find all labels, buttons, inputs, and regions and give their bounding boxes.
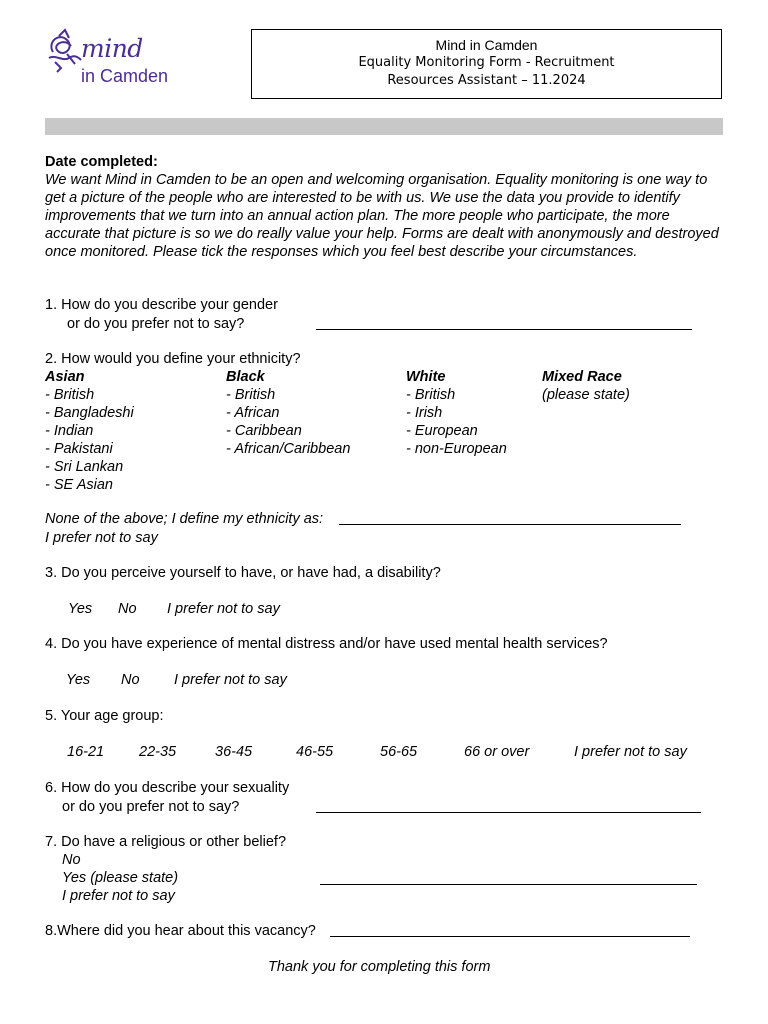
option[interactable]: - Sri Lankan bbox=[45, 459, 124, 475]
q6-question-cont: or do you prefer not to say? bbox=[62, 799, 240, 815]
q1-question: 1. How do you describe your gender bbox=[45, 297, 278, 313]
ethnicity-group-asian bbox=[45, 368, 134, 494]
ethnicity-group-white bbox=[406, 368, 507, 458]
group-heading: White bbox=[406, 369, 446, 385]
q7-question: 7. Do have a religious or other belief? bbox=[45, 834, 287, 850]
option[interactable]: - British bbox=[406, 387, 456, 403]
q1-question-cont: or do you prefer not to say? bbox=[67, 316, 245, 332]
section-divider-bar bbox=[45, 118, 723, 135]
org-name: Mind in Camden bbox=[435, 37, 538, 53]
q3-option-no[interactable]: No bbox=[118, 601, 137, 617]
group-heading: Asian bbox=[45, 369, 85, 385]
option[interactable]: - Indian bbox=[45, 423, 94, 439]
ethnicity-none-label: None of the above; I define my ethnicity as: bbox=[45, 511, 324, 527]
q3-option-prefer-not[interactable]: I prefer not to say bbox=[167, 601, 280, 617]
q7-answer-line[interactable] bbox=[320, 869, 697, 885]
ethnicity-group-mixed bbox=[542, 368, 630, 404]
group-heading: Black bbox=[226, 369, 265, 385]
q8-question: 8.Where did you hear about this vacancy? bbox=[45, 923, 316, 939]
q4-option-yes[interactable]: Yes bbox=[66, 672, 91, 688]
mind-logo-swirl-icon bbox=[45, 28, 85, 78]
q1-answer-line[interactable] bbox=[316, 314, 692, 330]
q7-option-yes[interactable]: Yes (please state) bbox=[62, 870, 179, 886]
group-heading: Mixed Race bbox=[542, 369, 622, 385]
age-option[interactable]: 36-45 bbox=[215, 744, 253, 760]
age-option[interactable]: 56-65 bbox=[380, 744, 418, 760]
intro-section bbox=[45, 153, 725, 261]
date-completed-label: Date completed: bbox=[45, 154, 158, 170]
option[interactable]: - British bbox=[45, 387, 95, 403]
intro-paragraph: We want Mind in Camden to be an open and welcoming organisation. Equality monitoring is one way to get a picture of the people who are interested to be with us. We use the data you provide to identify improvements that we turn into an annual action plan. The more people who participate, the more accurate that picture is so we do really value your help. Forms are dealt with anonymously and destroyed once monitored. Please tick the responses which you feel best describe your circumstances. bbox=[45, 172, 719, 260]
q7-option-no[interactable]: No bbox=[62, 852, 81, 868]
option[interactable]: - non-European bbox=[406, 441, 507, 457]
q4-question: 4. Do you have experience of mental distress and/or have used mental health services? bbox=[45, 636, 608, 652]
logo-camden-text: in Camden bbox=[81, 66, 169, 86]
q4-option-no[interactable]: No bbox=[121, 672, 140, 688]
form-header-box bbox=[251, 29, 722, 99]
age-option-prefer-not[interactable]: I prefer not to say bbox=[574, 744, 687, 760]
mind-in-camden-logo bbox=[45, 26, 185, 86]
q3-question: 3. Do you perceive yourself to have, or have had, a disability? bbox=[45, 565, 441, 581]
option[interactable]: - Bangladeshi bbox=[45, 405, 134, 421]
option[interactable]: - African bbox=[226, 405, 280, 421]
q4-option-prefer-not[interactable]: I prefer not to say bbox=[174, 672, 287, 688]
q6-question: 6. How do you describe your sexuality bbox=[45, 780, 290, 796]
logo-mind-text: mind bbox=[81, 34, 143, 63]
option[interactable]: - Irish bbox=[406, 405, 443, 421]
ethnicity-group-black bbox=[226, 368, 350, 458]
age-option[interactable]: 46-55 bbox=[296, 744, 334, 760]
option[interactable]: - British bbox=[226, 387, 276, 403]
q5-question: 5. Your age group: bbox=[45, 708, 164, 724]
option[interactable]: - African/Caribbean bbox=[226, 441, 351, 457]
age-option[interactable]: 16-21 bbox=[67, 744, 105, 760]
option[interactable]: - Pakistani bbox=[45, 441, 113, 457]
age-option[interactable]: 66 or over bbox=[464, 744, 530, 760]
q3-option-yes[interactable]: Yes bbox=[68, 601, 93, 617]
option[interactable]: (please state) bbox=[542, 387, 630, 403]
q6-answer-line[interactable] bbox=[316, 797, 701, 813]
thank-you-text: Thank you for completing this form bbox=[268, 959, 491, 975]
q7-option-prefer-not[interactable]: I prefer not to say bbox=[62, 888, 175, 904]
age-option[interactable]: 22-35 bbox=[139, 744, 177, 760]
option[interactable]: - Caribbean bbox=[226, 423, 302, 439]
ethnicity-answer-line[interactable] bbox=[339, 509, 681, 525]
option[interactable]: - SE Asian bbox=[45, 477, 113, 493]
q2-question: 2. How would you define your ethnicity? bbox=[45, 351, 301, 367]
option[interactable]: - European bbox=[406, 423, 478, 439]
role-name: Resources Assistant – 11.2024 bbox=[387, 73, 586, 88]
form-name: Equality Monitoring Form - Recruitment bbox=[358, 55, 615, 70]
q8-answer-line[interactable] bbox=[330, 921, 690, 937]
ethnicity-prefer-not[interactable]: I prefer not to say bbox=[45, 530, 158, 546]
